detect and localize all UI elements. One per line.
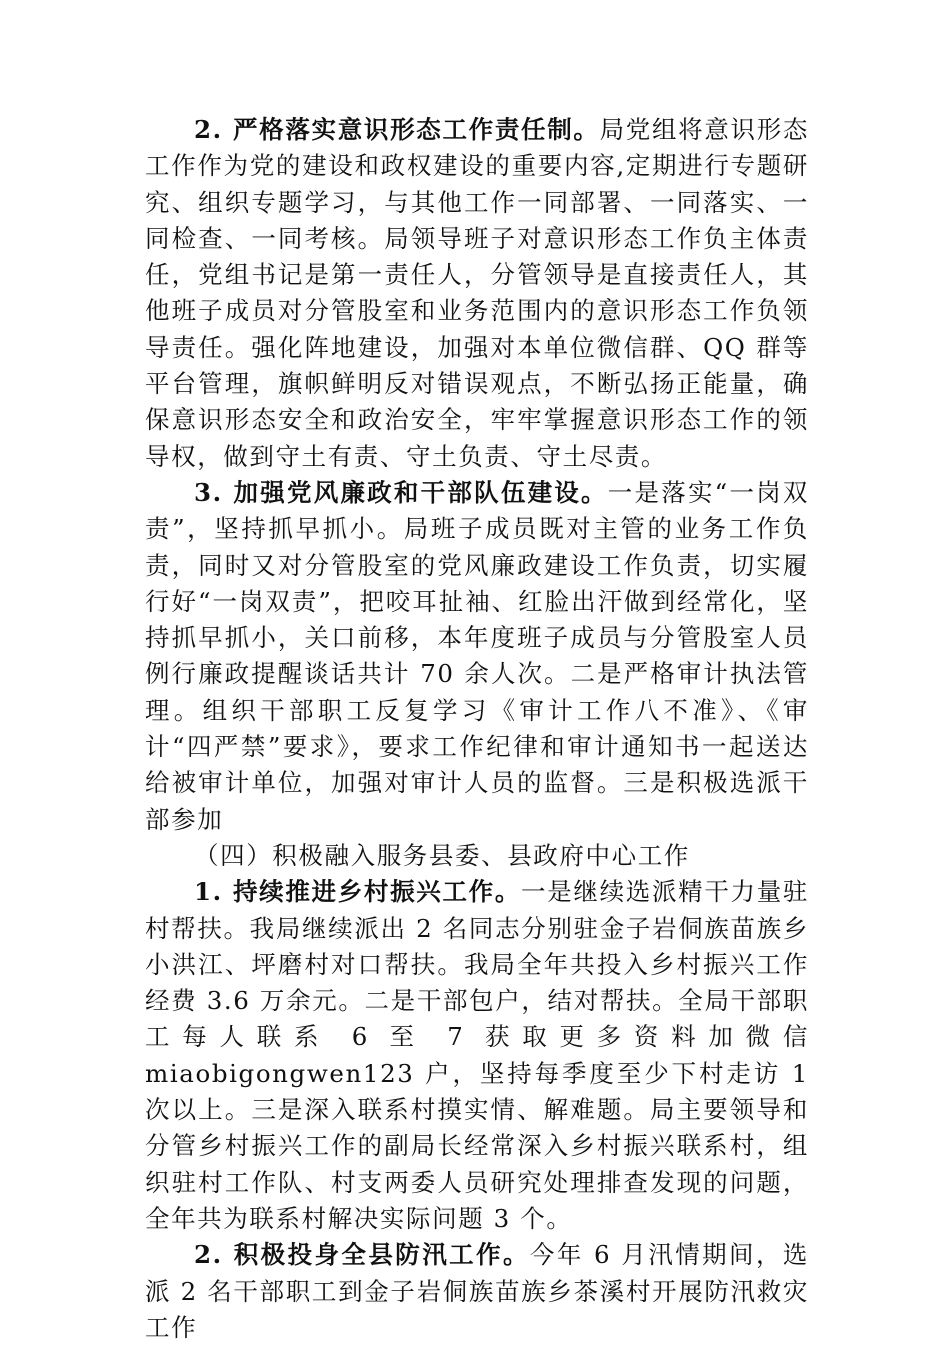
section-heading-four: （四）积极融入服务县委、县政府中心工作 [194, 840, 690, 870]
paragraph-heading: 2. 严格落实意识形态工作责任制。 [194, 115, 600, 144]
paragraph-body: 一是继续选派精干力量驻村帮扶。我局继续派出 2 名同志分别驻金子岩侗族苗族乡小洪江、坪磨村对口帮扶。我局全年共投入乡村振兴工作经费 3.6 万余元。二是干部包户，结对帮扶。全局干部职工每人联系 6 至 7 获取更多资料加微信 miaobigongwen123 户，坚持每季度至少下村走访 1 次以上。三是深入联系村摸实情、解难题。局主要领导和分管乡村振兴工作的副局长经常深入乡村振兴联系村，组织驻村工作队、村支两委人员研究处理排查发现的问题，全年共为联系村解决实际问题 3 个。 [145, 877, 809, 1233]
paragraph-body: 局党组将意识形态工作作为党的建设和政权建设的重要内容,定期进行专题研究、组织专题学习，与其他工作一同部署、一同落实、一同检查、一同考核。局领导班子对意识形态工作负主体责任，党组书记是第一责任人，分管领导是直接责任人，其他班子成员对分管股室和业务范围内的意识形态工作负领导责任。强化阵地建设，加强对本单位微信群、QQ 群等平台管理，旗帜鲜明反对错误观点，不断弘扬正能量，确保意识形态安全和政治安全，牢牢掌握意识形态工作的领导权，做到守土有责、守土负责、守土尽责。 [145, 115, 809, 471]
paragraph-heading: 1. 持续推进乡村振兴工作。 [194, 877, 522, 907]
paragraph-body: 一是落实“一岗双责”，坚持抓早抓小。局班子成员既对主管的业务工作负责，同时又对分管股室的党风廉政建设工作负责，切实履行好“一岗双责”，把咬耳扯袖、红脸出汗做到经常化，坚持抓早抓小，关口前移，本年度班子成员与分管股室人员例行廉政提醒谈话共计 70 余人次。二是严格审计执法管理。组织干部职工反复学习《审计工作八不准》、《审计“四严禁”要求》，要求工作纪律和审计通知书一起送达给被审计单位，加强对审计人员的监督。三是积极选派干部参加 [145, 477, 809, 834]
document-page [145, 112, 809, 1346]
paragraph-party-discipline [145, 475, 809, 838]
paragraph-body: 今年 6 月汛情期间，选派 2 名干部职工到金子岩侗族苗族乡茶溪村开展防汛救灾工作 [145, 1240, 809, 1342]
paragraph-heading: 3. 加强党风廉政和干部队伍建设。 [194, 477, 608, 507]
paragraph-rural-revitalization [145, 874, 809, 1237]
paragraph-heading: 2. 积极投身全县防汛工作。 [194, 1240, 530, 1270]
paragraph-flood-control [145, 1237, 809, 1346]
paragraph-ideology-responsibility [145, 112, 809, 475]
